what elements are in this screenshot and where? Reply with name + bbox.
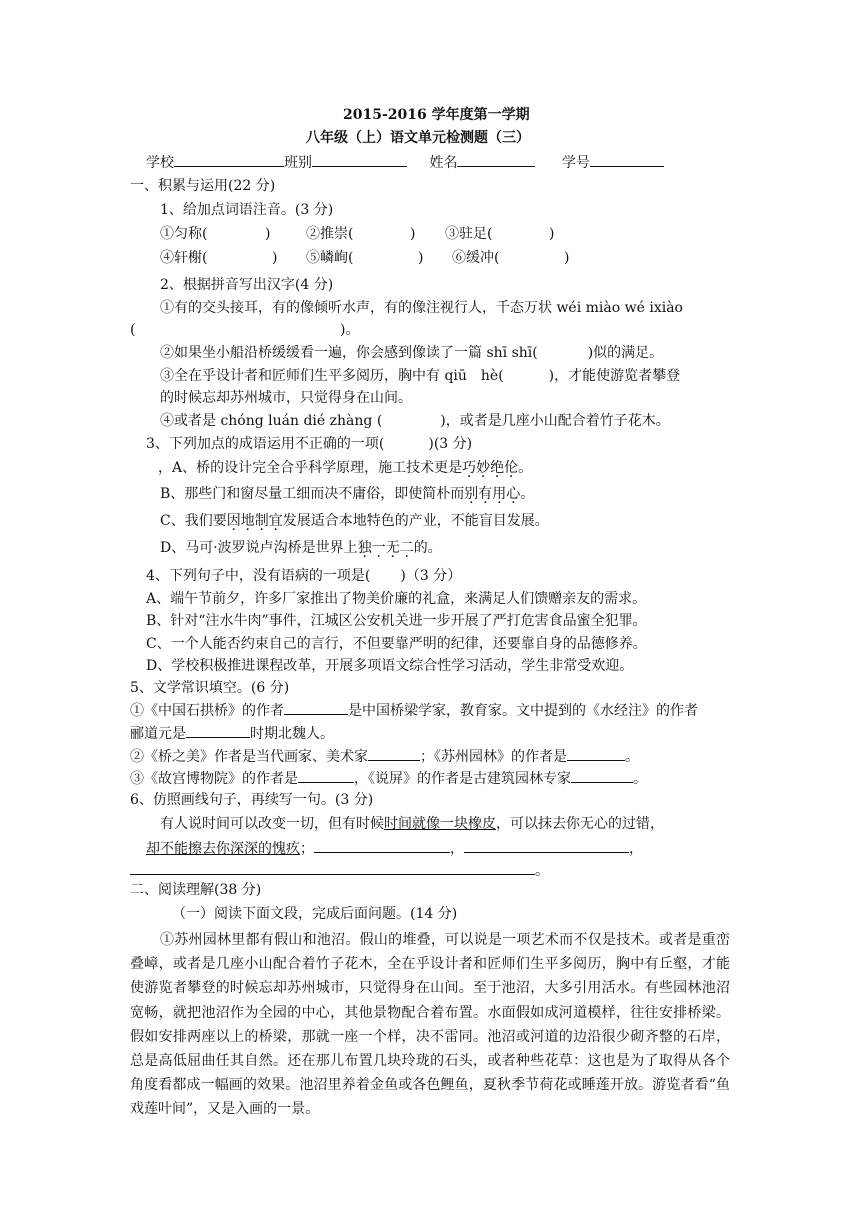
q1-title: 1、给加点词语注音。(3 分) bbox=[160, 202, 334, 218]
name-label: 姓名 bbox=[429, 155, 458, 171]
class-label: 班别 bbox=[284, 155, 312, 171]
q1-close-6: ) bbox=[564, 250, 570, 266]
q5-title: 5、文学常识填空。(6 分) bbox=[130, 680, 290, 696]
q2-line-3b: 的时候忘却苏州城市，只觉得身在山间。 bbox=[160, 390, 412, 406]
q6-line-1: 有人说时间可以改变一切，但有时候时间就像一块橡皮，可以抹去你无心的过错， bbox=[160, 816, 664, 832]
q1-close-1: ) bbox=[265, 226, 271, 242]
q5-blank-6[interactable] bbox=[571, 768, 633, 783]
q6-line-3: 。 bbox=[130, 860, 549, 881]
q2-paren-close: )。 bbox=[340, 322, 360, 338]
number-blank[interactable] bbox=[590, 152, 664, 167]
q2-paren-open: ( bbox=[130, 322, 136, 338]
exam-title-year: 2015-2016 学年度第一学期 bbox=[343, 107, 530, 123]
q3-option-d: D、马可·波罗说卢沟桥是世界上独一无二的。 bbox=[160, 540, 442, 556]
q1-item-1: ①匀称( bbox=[160, 226, 208, 242]
q5-line-2: 郦道元是 时期北魏人。 bbox=[130, 723, 334, 744]
q2-line-1: ①有的交头接耳，有的像倾听水声，有的像注视行人，千态万状 wéi miào wé ixiào bbox=[160, 300, 683, 316]
q6-title: 6、仿照画线句子，再续写一句。(3 分) bbox=[130, 792, 374, 808]
school-label: 学校 bbox=[146, 155, 174, 171]
q3-option-a: ，A、桥的设计完全合乎科学原理，施工技术更是巧妙绝伦。 bbox=[158, 460, 533, 476]
q5-line-4: ③《故宫博物院》的作者是 ，《说屏》的作者是古建筑园林专家 。 bbox=[130, 768, 647, 789]
q1-close-5: ) bbox=[418, 250, 424, 266]
part1-heading: 一、积累与运用(22 分) bbox=[130, 178, 276, 194]
q1-item-4: ④轩榭( bbox=[160, 250, 208, 266]
q5-blank-2[interactable] bbox=[186, 723, 250, 738]
q5-line-1: ①《中国石拱桥》的作者 是中国桥梁学家，教育家。文中提到的《水经注》的作者 bbox=[130, 700, 698, 721]
q1-item-6: ⑥缓冲( bbox=[452, 250, 500, 266]
q6-blank-1[interactable] bbox=[314, 838, 450, 853]
part2-subheading: （一）阅读下面文段，完成后面问题。(14 分) bbox=[172, 906, 458, 922]
q6-line-2: 却不能擦去你深深的愧疚； ， ， bbox=[146, 838, 643, 859]
name-blank[interactable] bbox=[457, 152, 535, 167]
part2-heading: 二、阅读理解(38 分) bbox=[130, 882, 262, 898]
q5-blank-3[interactable] bbox=[368, 746, 420, 761]
q4-option-b: B、针对“注水牛肉”事件，江城区公安机关进一步开展了严打危害食品蜜全犯罪。 bbox=[146, 613, 647, 629]
q3-idiom-b: 别有用心 bbox=[464, 486, 521, 502]
q4-title: 4、下列句子中，没有语病的一项是( )（3 分） bbox=[146, 568, 462, 584]
school-blank[interactable] bbox=[174, 152, 284, 167]
q2-line-3: ③全在乎设计者和匠师们生平多阅历，胸中有 qiū hè( )，才能使游览者攀登 bbox=[160, 368, 681, 384]
q3-idiom-a: 巧妙绝伦 bbox=[462, 460, 519, 476]
q6-underlined-1: 时间就像一块橡皮 bbox=[384, 816, 496, 832]
q5-line-3: ②《桥之美》作者是当代画家、美术家 ；《苏州园林》的作者是 。 bbox=[130, 746, 639, 767]
q4-option-a: A、端午节前夕，许多厂家推出了物美价廉的礼盒，来满足人们馈赠亲友的需求。 bbox=[146, 591, 647, 607]
info-line bbox=[146, 152, 664, 173]
q3-option-b: B、那些门和窗尽量工细而决不庸俗，即使简朴而别有用心。 bbox=[160, 486, 535, 502]
q5-blank-1[interactable] bbox=[284, 700, 348, 715]
q1-item-2: ②推崇( bbox=[306, 226, 354, 242]
q1-close-2: ) bbox=[410, 226, 416, 242]
q3-idiom-d: 独一无二 bbox=[357, 540, 414, 556]
q2-title: 2、根据拼音写出汉字(4 分) bbox=[160, 277, 334, 293]
q3-option-c: C、我们要因地制宜发展适合本地特色的产业，不能盲目发展。 bbox=[160, 513, 549, 529]
q3-idiom-c: 因地制宜 bbox=[226, 513, 283, 529]
q4-option-c: C、一个人能否约束自己的言行，不但要靠严明的纪律，还要靠自身的品德修养。 bbox=[146, 636, 647, 652]
q1-item-5: ⑤嶙峋( bbox=[306, 250, 354, 266]
q1-close-4: ) bbox=[272, 250, 278, 266]
class-blank[interactable] bbox=[312, 152, 407, 167]
q6-blank-3[interactable] bbox=[130, 860, 535, 875]
reading-passage: ①苏州园林里都有假山和池沼。假山的堆叠，可以说是一项艺术而不仅是技术。或者是重峦叠嶂，或者是几座小山配合着竹子花木，全在乎设计者和匠师们生平多阅历，胸中有丘壑，才能使游览者攀登的时候忘却苏州城市，只觉得身在山间。至于池沼，大多引用活水。有些园林池沼宽畅，就把池沼作为全园的中心，其他景物配合着布置。水面假如成河道模样，往往安排桥梁。假如安排两座以上的桥梁，那就一座一个样，决不雷同。池沼或河道的边沿很少砌齐整的石岸，总是高低屈曲任其自然。还在那儿布置几块玲珑的石头，或者种些花草：这也是为了取得从各个角度看都成一幅画的效果。池沼里养着金鱼或各色鲤鱼，夏秋季节荷花或睡莲开放。游览者看“鱼戏莲叶间”，又是入画的一景。 bbox=[130, 932, 730, 1118]
q1-item-3: ③驻足( bbox=[445, 226, 493, 242]
q6-blank-2[interactable] bbox=[464, 838, 629, 853]
q1-close-3: ) bbox=[549, 226, 555, 242]
number-label: 学号 bbox=[561, 155, 590, 171]
q5-blank-5[interactable] bbox=[298, 768, 354, 783]
q2-line-2: ②如果坐小船沿桥缓缓看一遍，你会感到像读了一篇 shī shī( )似的满足。 bbox=[160, 345, 664, 361]
q3-title: 3、下列加点的成语运用不正确的一项( )(3 分) bbox=[146, 436, 473, 452]
exam-title: 八年级（上）语文单元检测题（三） bbox=[306, 130, 530, 146]
q6-underlined-2: 却不能擦去你深深的愧疚 bbox=[146, 841, 300, 857]
q2-line-4: ④或者是 chóng luán dié zhàng ( )，或者是几座小山配合着竹子花木。 bbox=[160, 413, 670, 429]
q4-option-d: D、学校积极推进课程改革，开展多项语文综合性学习活动，学生非常受欢迎。 bbox=[146, 658, 634, 674]
q5-blank-4[interactable] bbox=[567, 746, 625, 761]
